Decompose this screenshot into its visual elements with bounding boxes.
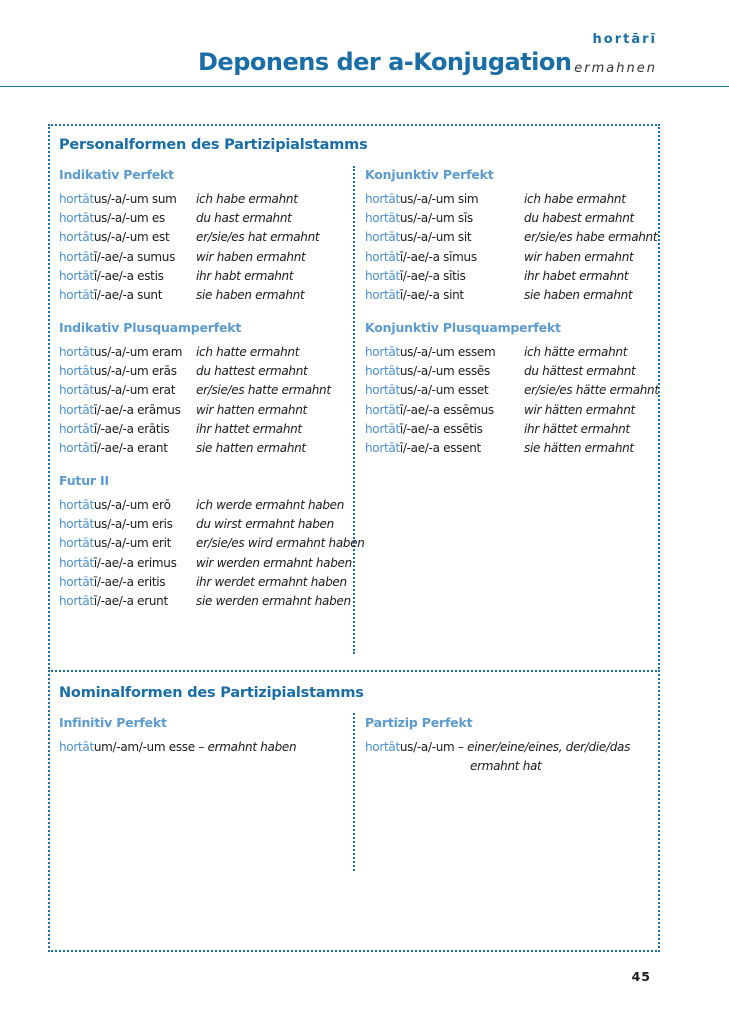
german-translation: wir haben ermahnt — [196, 249, 306, 264]
stem: hortāt — [59, 345, 94, 359]
stem: hortāt — [365, 249, 400, 264]
stem: hortāt — [59, 498, 94, 512]
german-translation: er/sie/es hatte ermahnt — [196, 383, 331, 398]
konj-plqpf-title: Konjunktiv Plusquamperfekt — [365, 320, 561, 335]
german-translation: wir hatten ermahnt — [196, 402, 307, 417]
stem: hortāt — [59, 421, 94, 436]
ending: us/-a/-um sum — [93, 192, 177, 206]
stem: hortāt — [59, 249, 94, 264]
ending: ī/-ae/-a erunt — [93, 594, 168, 608]
ending: us/-a/-um essem — [399, 345, 496, 359]
german-translation: du hast ermahnt — [196, 211, 292, 226]
part-perf-title: Partizip Perfekt — [365, 715, 473, 730]
futur2-title: Futur II — [59, 473, 109, 488]
stem: hortāt — [365, 402, 400, 417]
latin-form — [59, 534, 171, 553]
latin-form — [59, 267, 164, 286]
latin-form — [365, 267, 466, 286]
german-translation: er/sie/es habe ermahnt — [524, 230, 658, 245]
latin-form — [59, 420, 169, 439]
page-title: Deponens der a-Konjugation — [198, 48, 572, 76]
latin-form — [365, 190, 478, 209]
stem: hortāt — [59, 536, 94, 551]
header-verb: hortārī — [592, 32, 657, 47]
german-translation: ihr habt ermahnt — [196, 268, 294, 283]
ending: us/-a/-um erat — [93, 383, 176, 398]
latin-form — [59, 381, 175, 400]
stem: hortāt — [365, 288, 400, 302]
german-translation: er/sie/es hätte ermahnt — [524, 383, 659, 398]
stem: hortāt — [365, 268, 400, 283]
ending: ī/-ae/-a essētis — [399, 421, 483, 436]
personal-forms-title: Personalformen des Partizipialstamms — [59, 137, 368, 153]
german-translation: ich habe ermahnt — [196, 192, 298, 206]
ending: ī/-ae/-a estis — [93, 268, 164, 283]
latin-form — [365, 420, 483, 439]
column-divider — [353, 713, 355, 871]
stem: hortāt — [59, 288, 94, 302]
latin-form — [59, 190, 177, 209]
german-translation: sie hatten ermahnt — [196, 441, 306, 455]
stem: hortāt — [365, 441, 400, 455]
german-translation: sie haben ermahnt — [524, 288, 633, 302]
stem: hortāt — [59, 574, 94, 589]
ending: us/-a/-um sim — [399, 192, 479, 206]
latin-form — [365, 286, 464, 305]
stem: hortāt — [59, 364, 94, 379]
ind-plqpf-title: Indikativ Plusquamperfekt — [59, 320, 242, 335]
ending: ī/-ae/-a essent — [399, 441, 481, 455]
german-translation: du hättest ermahnt — [524, 364, 636, 379]
stem: hortāt — [59, 383, 94, 398]
ending: ī/-ae/-a sumus — [93, 249, 176, 264]
ending: ī/-ae/-a sint — [399, 288, 464, 302]
ending: ī/-ae/-a erāmus — [93, 402, 181, 417]
ending: ī/-ae/-a sītis — [399, 268, 466, 283]
german-translation: ihr hattet ermahnt — [196, 421, 302, 436]
header-rule — [0, 86, 729, 87]
ending: ī/-ae/-a erimus — [93, 555, 177, 570]
ending: us/-a/-um es — [93, 211, 165, 226]
stem: hortāt — [365, 364, 400, 379]
german-translation: ihr hättet ermahnt — [524, 421, 630, 436]
german-translation: wir hätten ermahnt — [524, 402, 635, 417]
stem: hortāt — [59, 230, 94, 245]
german-translation: er/sie/es wird ermahnt haben — [196, 536, 365, 551]
stem: hortāt — [59, 211, 94, 226]
stem: hortāt — [365, 192, 400, 206]
latin-form — [59, 362, 177, 381]
page-number: 45 — [631, 969, 651, 984]
latin-form — [365, 228, 471, 247]
latin-form — [365, 401, 494, 420]
latin-form — [59, 496, 171, 515]
latin-form — [59, 573, 165, 592]
ending: us/-a/-um esset — [399, 383, 489, 398]
latin-form — [365, 362, 490, 381]
latin-form — [59, 248, 175, 267]
latin-form — [59, 401, 181, 420]
ind-perf-title: Indikativ Perfekt — [59, 167, 174, 182]
german-translation: ihr werdet ermahnt haben — [196, 574, 347, 589]
german-translation: ich hätte ermahnt — [524, 345, 628, 359]
german-translation: ich hatte ermahnt — [196, 345, 300, 359]
stem: hortāt — [365, 383, 400, 398]
ending: us/-a/-um sīs — [399, 211, 473, 226]
stem: hortāt — [59, 192, 94, 206]
german-translation: wir haben ermahnt — [524, 249, 634, 264]
german-translation: sie haben ermahnt — [196, 288, 305, 302]
german-translation: du hattest ermahnt — [196, 364, 308, 379]
ending: ī/-ae/-a eritis — [93, 574, 166, 589]
stem: hortāt — [365, 421, 400, 436]
latin-form — [365, 439, 481, 458]
german-translation: ihr habet ermahnt — [524, 268, 629, 283]
ending: us/-a/-um eris — [93, 517, 173, 532]
ending: us/-a/-um sit — [399, 230, 472, 245]
ending: ī/-ae/-a essēmus — [399, 402, 494, 417]
inf-perf-form: hortātum/-am/-um esse – ermahnt haben — [59, 740, 297, 754]
ending: us/-a/-um erās — [93, 364, 177, 379]
ending: us/-a/-um essēs — [399, 364, 490, 379]
latin-form — [59, 209, 165, 228]
stem: hortāt — [365, 211, 400, 226]
german-translation: ich werde ermahnt haben — [196, 498, 345, 512]
ending: us/-a/-um erit — [93, 536, 172, 551]
latin-form — [365, 209, 473, 228]
column-divider — [353, 166, 355, 654]
latin-form — [59, 554, 177, 573]
latin-form — [59, 228, 169, 247]
latin-form — [365, 343, 495, 362]
german-translation: wir werden ermahnt haben — [196, 555, 352, 570]
latin-form — [365, 381, 488, 400]
ending: ī/-ae/-a erātis — [93, 421, 170, 436]
latin-form — [59, 439, 168, 458]
konj-perf-title: Konjunktiv Perfekt — [365, 167, 494, 182]
nominal-forms-title: Nominalformen des Partizipialstamms — [59, 685, 364, 701]
stem: hortāt — [365, 230, 400, 245]
stem: hortāt — [59, 517, 94, 532]
part-perf-translation-cont: ermahnt hat — [470, 759, 542, 773]
latin-form — [59, 592, 168, 611]
inf-perf-title: Infinitiv Perfekt — [59, 715, 167, 730]
stem: hortāt — [365, 345, 400, 359]
german-translation: ich habe ermahnt — [524, 192, 626, 206]
german-translation: er/sie/es hat ermahnt — [196, 230, 320, 245]
stem: hortāt — [59, 268, 94, 283]
stem: hortāt — [59, 402, 94, 417]
ending: ī/-ae/-a sunt — [93, 288, 163, 302]
stem: hortāt — [59, 594, 94, 608]
latin-form — [59, 515, 173, 534]
ending: us/-a/-um est — [93, 230, 170, 245]
header-translation: ermahnen — [574, 61, 657, 76]
latin-form — [59, 286, 162, 305]
german-translation: du wirst ermahnt haben — [196, 517, 334, 532]
german-translation: sie hätten ermahnt — [524, 441, 634, 455]
german-translation: sie werden ermahnt haben — [196, 594, 351, 608]
ending: us/-a/-um erō — [93, 498, 171, 512]
ending: us/-a/-um eram — [93, 345, 183, 359]
part-perf-form: hortātus/-a/-um – einer/eine/eines, der/die/das — [365, 740, 631, 754]
latin-form — [365, 248, 477, 267]
ending: ī/-ae/-a erant — [93, 441, 168, 455]
stem: hortāt — [59, 555, 94, 570]
german-translation: du habest ermahnt — [524, 211, 634, 226]
ending: ī/-ae/-a sīmus — [399, 249, 477, 264]
latin-form — [59, 343, 182, 362]
stem: hortāt — [59, 441, 94, 455]
